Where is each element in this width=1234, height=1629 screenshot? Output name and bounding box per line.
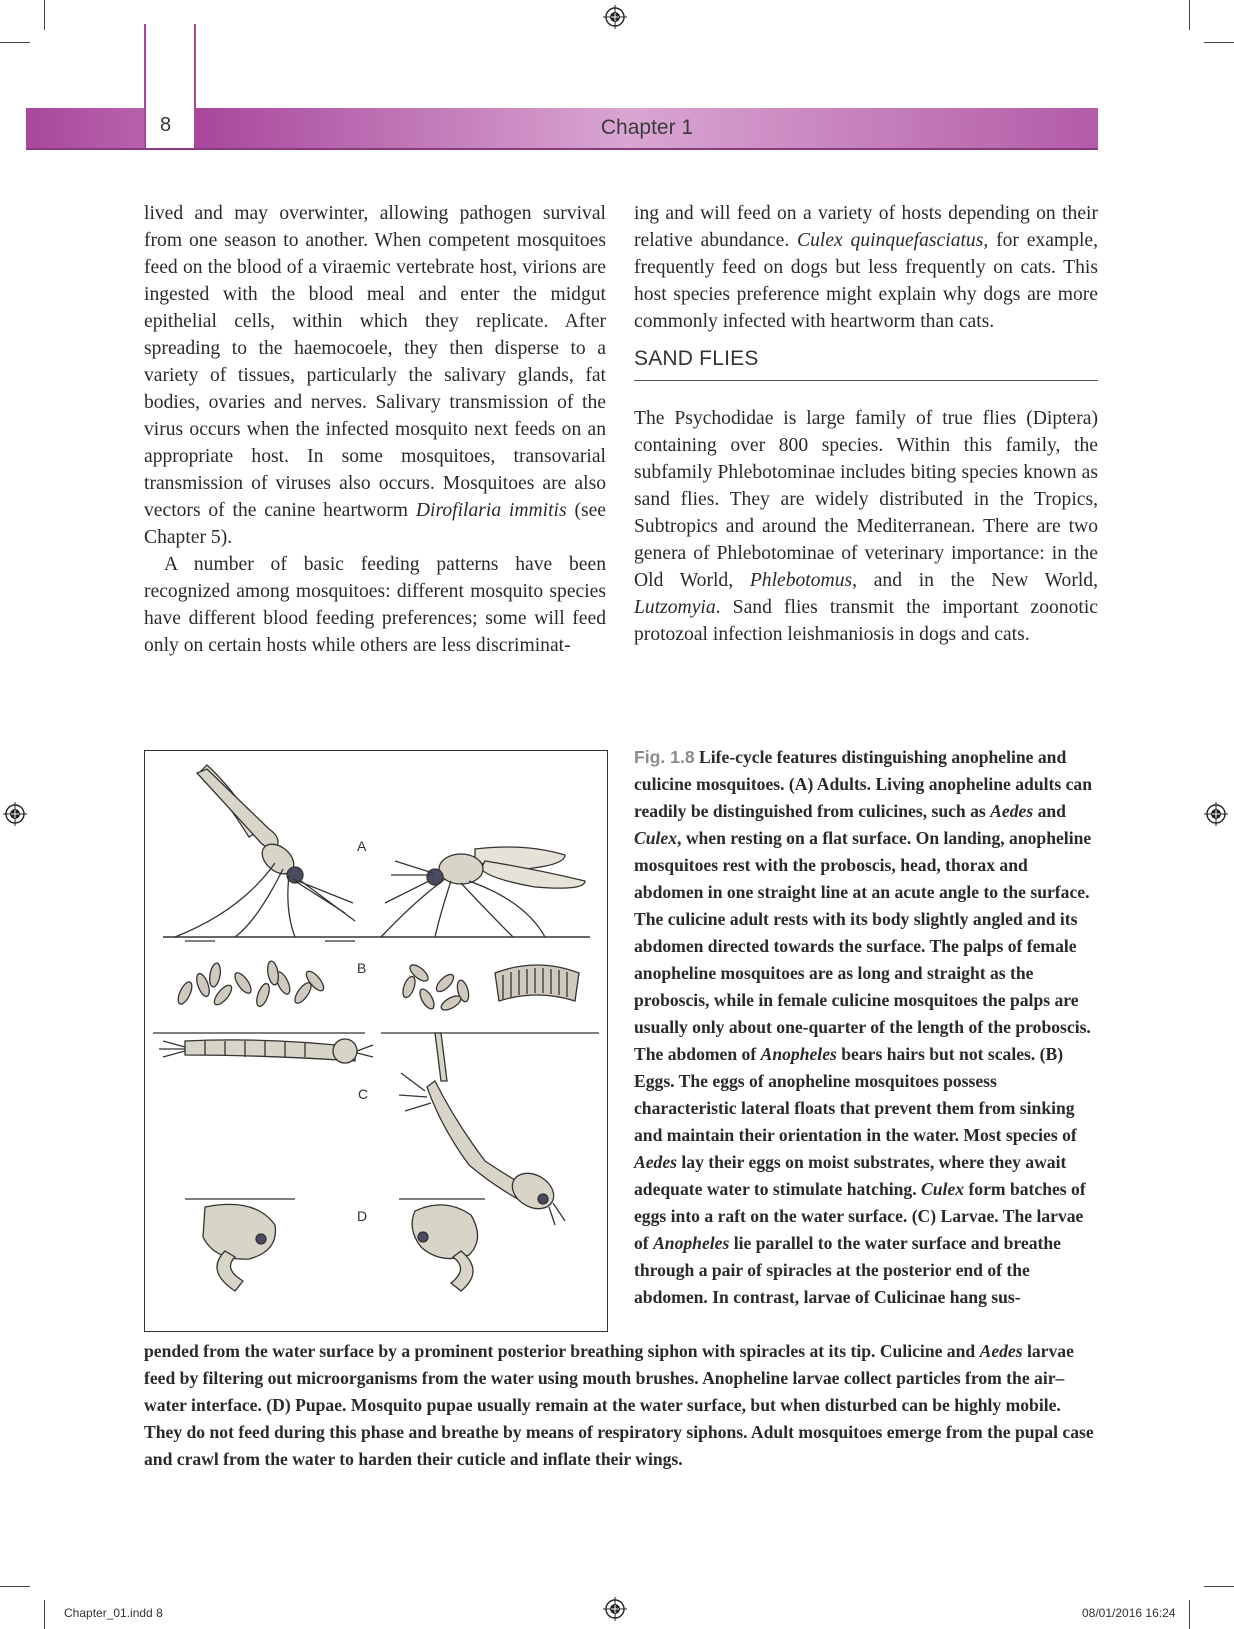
crop-mark xyxy=(0,1586,30,1587)
crop-mark xyxy=(1189,0,1190,30)
file-slug: Chapter_01.indd 8 xyxy=(64,1606,163,1620)
registration-mark-icon xyxy=(3,802,27,826)
right-column xyxy=(634,200,1098,648)
culicine-adult-icon xyxy=(381,847,585,937)
crop-mark xyxy=(1204,42,1234,43)
paragraph: The Psychodidae is large family of true flies (Diptera) containing over 800 species. Within this family, the subfamily Phlebotominae includes biting species known as sand flies. They are widely distributed in the Tropics, Subtropics and around the Mediterranean. There are two genera of Phlebotominae of veterinary importance: in the Old World, Phlebotomus, and in the New World, Lutzomyia. Sand flies transmit the important zoonotic protozoal infection leishmaniosis in dogs and cats. xyxy=(634,408,1098,645)
header-rule xyxy=(144,24,146,150)
crop-mark xyxy=(44,0,45,30)
figure-illustration xyxy=(144,750,608,1332)
crop-mark xyxy=(0,42,30,43)
figure-label: Fig. 1.8 xyxy=(634,747,695,767)
paragraph: lived and may overwinter, allowing pathogen survival from one season to another. When competent mosquitoes feed on the blood of a viraemic vertebrate host, virions are ingested with the blood meal and enter the midgut epithelial cells, within which they replicate. After spreading to the haemocoele, they then disperse to a variety of tissues, particularly the salivary glands, fat bodies, ovaries and nerves. Salivary transmission of the virus occurs when the infected mosquito next feeds on an appropriate host. In some mosquitoes, transovarial transmission of viruses also occurs. Mosquitoes are also vectors of the canine heartworm Dirofilaria immitis (see Chapter 5). xyxy=(144,203,606,548)
panel-label-c: C xyxy=(358,1086,369,1102)
panel-label-b: B xyxy=(357,960,367,976)
panel-label-a: A xyxy=(357,838,367,854)
left-column xyxy=(144,200,606,659)
section-heading: SAND FLIES xyxy=(634,345,1098,381)
header-underline xyxy=(26,148,1098,150)
crop-mark xyxy=(44,1600,45,1629)
culex-egg-raft-icon xyxy=(495,965,579,1001)
crop-mark xyxy=(1204,1586,1234,1587)
figure-caption-continued: pended from the water surface by a prominent posterior breathing siphon with spiracles at its tip. Culicine and Aedes larvae feed by filtering out microorganisms from the water using mouth brushes. Anopheline larvae collect particles from the air–water interface. (D) Pupae. Mosquito pupae usually remain at the water surface, but when disturbed can be highly mobile. They do not feed during this phase and breathe by means of respiratory siphons. Adult mosquitoes emerge from the pupal case and crawl from the water to harden their cuticle and inflate their wings. xyxy=(144,1341,1094,1469)
anopheles-larva-icon xyxy=(159,1039,373,1063)
panel-label-d: D xyxy=(357,1208,368,1224)
figure-caption: Fig. 1.8 Life-cycle features distinguishing anopheline and culicine mosquitoes. (A) Adults. Living anopheline adults can readily be distinguished from culicines, such as Aedes and Culex, when resting on a flat surface. On landing, anopheline mosquitoes rest with the proboscis, head, thorax and abdomen in one straight line at an acute angle to the surface. The culicine adult rests with its body slightly angled and its abdomen directed towards the surface. The palps of female anopheline mosquitoes are as long and straight as the proboscis, while in female culicine mosquitoes the palps are usually only about one-quarter of the length of the proboscis. The abdomen of Anopheles bears hairs but not scales. (B) Eggs. The eggs of anopheline mosquitoes possess characteristic lateral floats that prevent them from sinking and maintain their orientation in the water. Most species of Aedes lay their eggs on moist substrates, where they await adequate water to stimulate hatching. Culex form batches of eggs into a raft on the water surface. (C) Larvae. The larvae of Anopheles lie parallel to the water surface and breathe through a pair of spiracles at the posterior end of the abdomen. In contrast, larvae of Culicinae hang sus- xyxy=(634,747,1093,1307)
paragraph: A number of basic feeding patterns have been recognized among mosquitoes: different mosquito species have different blood feeding preferences; some will feed only on certain hosts while others are less discriminat- xyxy=(144,554,606,656)
header-band-left xyxy=(26,108,144,148)
date-slug: 08/01/2016 16:24 xyxy=(1082,1606,1176,1620)
panel-labels xyxy=(357,838,368,1224)
crop-mark xyxy=(1189,1600,1190,1629)
registration-mark-icon xyxy=(603,5,627,29)
registration-mark-icon xyxy=(1204,802,1228,826)
aedes-eggs-icon xyxy=(401,962,471,1013)
page-number: 8 xyxy=(160,114,172,136)
culicine-pupa-icon xyxy=(412,1205,477,1291)
mosquito-lifecycle-illustration xyxy=(145,751,607,1331)
paragraph: ing and will feed on a variety of hosts depending on their relative abundance. Culex quinquefasciatus, for example, frequently feed on dogs but less frequently on cats. This host species preference might explain why dogs are more commonly infected with heartworm than cats. xyxy=(634,203,1098,332)
anopheline-eggs-icon xyxy=(175,960,326,1008)
running-head: Chapter 1 xyxy=(600,116,694,139)
anopheles-pupa-icon xyxy=(203,1204,275,1291)
culicine-larva-icon xyxy=(399,1033,565,1225)
registration-mark-icon xyxy=(603,1597,627,1621)
